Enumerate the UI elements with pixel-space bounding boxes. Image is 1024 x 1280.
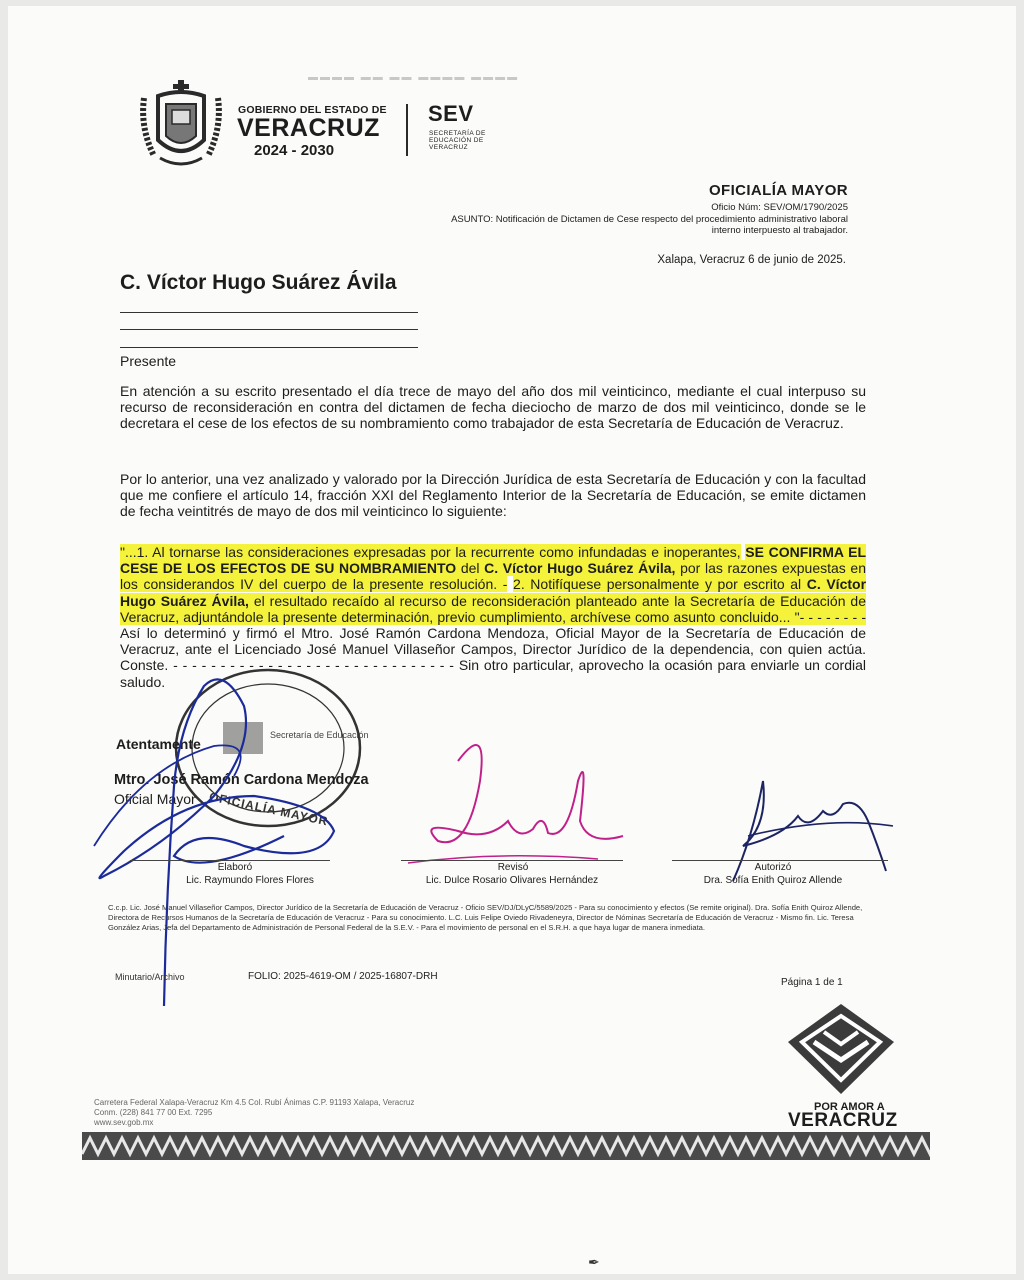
sev-logo-text: SEV xyxy=(428,101,474,126)
reviso-name: Lic. Dulce Rosario Olivares Hernández xyxy=(425,875,599,886)
paragraph-2: Por lo anterior, una vez analizado y valorado por la Dirección Jurídica de esta Secretaría de Educación y con la facultad que me confiere el artículo 14, fracción XXI del Reglamento Interior de la Secretaría de Educación, se emite dictamen de fecha veintitrés de mayo de dos mil veinticinco lo siguiente: xyxy=(120,471,866,520)
address-line-2: Conm. (228) 841 77 00 Ext. 7295 xyxy=(94,1108,213,1117)
resolution-point-2-name: C. Víctor Hugo Suárez Ávila, xyxy=(120,576,867,609)
decorative-border-band xyxy=(82,1132,930,1160)
signature-line-autorizo xyxy=(672,860,888,861)
document-date: Xalapa, Veracruz 6 de junio de 2025. xyxy=(657,254,846,266)
logo-slogan: POR AMOR A xyxy=(814,1101,885,1113)
address-line xyxy=(120,312,418,313)
document-page xyxy=(8,6,1016,1274)
resolution-point-2-end: el resultado recaído al recurso de reconsideración planteado ante la Secretaría de Educación de Veracruz, adjuntándole la presente determinación, previo cumplimiento, archívese como asunto concluido... "- - - - - - - - xyxy=(120,592,866,625)
logo-veracruz: VERACRUZ xyxy=(788,1110,898,1131)
oficio-number: Oficio Núm: SEV/OM/1790/2025 xyxy=(711,202,848,213)
salutation: Presente xyxy=(120,353,177,369)
signer-name: Mtro. José Ramón Cardona Mendoza xyxy=(114,772,369,788)
veracruz-coat-of-arms-icon xyxy=(136,78,226,170)
resolution-point-1-intro: "...1. Al tornarse las consideraciones expresadas por la recurrente como infundadas e inoperantes, xyxy=(120,544,741,560)
government-period: 2024 - 2030 xyxy=(254,142,335,159)
sev-subtitle: SECRETARÍA DE EDUCACIÓN DE VERACRUZ xyxy=(429,130,486,151)
state-name: VERACRUZ xyxy=(237,114,380,142)
folio-number: FOLIO: 2025-4619-OM / 2025-16807-DRH xyxy=(248,971,438,982)
signature-revisor-icon xyxy=(398,721,628,871)
resolution-name: C. Víctor Hugo Suárez Ávila, xyxy=(484,560,676,577)
signature-main-icon xyxy=(84,646,374,1016)
page-number: Página 1 de 1 xyxy=(781,977,843,988)
government-label: GOBIERNO DEL ESTADO DE xyxy=(238,104,387,116)
address-line xyxy=(120,329,418,330)
farewell-text: Sin otro particular, aprovecho la ocasión para enviarle un cordial saludo. xyxy=(120,657,867,690)
bleed-through-text: ▬▬▬▬ ▬▬ ▬▬ ▬▬▬▬ ▬▬▬▬ xyxy=(308,72,520,83)
ink-mark: ✒ xyxy=(588,1254,600,1270)
determination-text: Así lo determinó y firmó el Mtro. José Ramón Cardona Mendoza, Oficial Mayor de la Secretaría de Educación de Veracruz, ante el Licenciado José Manuel Villaseñor Campos, Director Jurídico de la dependencia, con quien actúa. Conste. - - - - - - - - - - - - - - - - - - - - - - - - - - - - - - xyxy=(120,625,866,674)
autorizo-name: Dra. Sofía Enith Quiroz Allende xyxy=(703,875,843,886)
resolution-confirm-text: SE CONFIRMA EL CESE DE LOS EFECTOS DE SU NOMBRAMIENTO xyxy=(120,544,867,577)
resolution-point-1-end: por las razones expuestas en los considerandos IV del cuerpo de la presente resolución. - xyxy=(120,560,867,593)
signature-line-elaboro xyxy=(130,860,330,861)
minutario: Minutario/Archivo xyxy=(115,972,185,982)
elaboro-name: Lic. Raymundo Flores Flores xyxy=(186,875,314,886)
subject-line: ASUNTO: Notificación de Dictamen de Cese respecto del procedimiento administrativo laboral interno interpuesto al trabajador. xyxy=(451,214,848,236)
recipient-name: C. Víctor Hugo Suárez Ávila xyxy=(120,271,397,294)
footer-address xyxy=(94,1098,414,1128)
office-name: OFICIALÍA MAYOR xyxy=(708,182,848,199)
address-line-3: www.sev.gob.mx xyxy=(94,1118,154,1127)
resolution-del: del xyxy=(456,560,485,577)
header-divider xyxy=(406,104,408,156)
autorizo-label: Autorizó xyxy=(754,862,792,873)
closing-atentamente: Atentamente xyxy=(116,736,201,752)
paragraph-1: En atención a su escrito presentado el día trece de mayo del año dos mil veinticinco, mediante el cual interpuso su recurso de reconsideración en contra del dictamen de fecha dieciocho de marzo de dos mil veinticinco, donde se le decretara el cese de los efectos de su nombramiento como trabajador de esta Secretaría de Educación de Veracruz. xyxy=(120,383,866,432)
address-line xyxy=(120,347,418,348)
resolution-point-2-intro: 2. Notifíquese personalmente y por escrito al xyxy=(513,576,807,593)
cc-list: C.c.p. Lic. José Manuel Villaseñor Campos, Director Jurídico de la Secretaría de Educación de Veracruz - Oficio SEV/DJ/DLyC/5589/2025 - Para su conocimiento y efectos (Se remite original). Dra. Sofía Enith Quiroz Allende, Directora de Recursos Humanos de la Secretaría de Educación de Veracruz - Para su conocimiento. L.C. Luis Felipe Oviedo Rivadeneyra, Director de Nóminas Secretaría de Educación de Veracruz - Mismo fin. Lic. Teresa González Arias, Jefa del Departamento de Administración de Personal Federal de la S.E.V. - Para el movimiento de personal en el S.R.H. a que haya lugar de manera inmediata. xyxy=(108,903,863,932)
stamp-bottom-text: OFICIALÍA MAYOR xyxy=(207,789,330,829)
elaboro-label: Elaboró xyxy=(217,862,253,873)
por-amor-a-veracruz-logo-icon xyxy=(786,1002,896,1096)
stamp-text: Secretaría de Educación xyxy=(270,730,369,740)
signature-line-reviso xyxy=(401,860,623,861)
signer-title: Oficial Mayor xyxy=(114,791,196,807)
reviso-label: Revisó xyxy=(497,862,529,873)
address-line-1: Carretera Federal Xalapa-Veracruz Km 4.5 Col. Rubí Ánimas C.P. 91193 Xalapa, Veracruz xyxy=(94,1098,415,1107)
